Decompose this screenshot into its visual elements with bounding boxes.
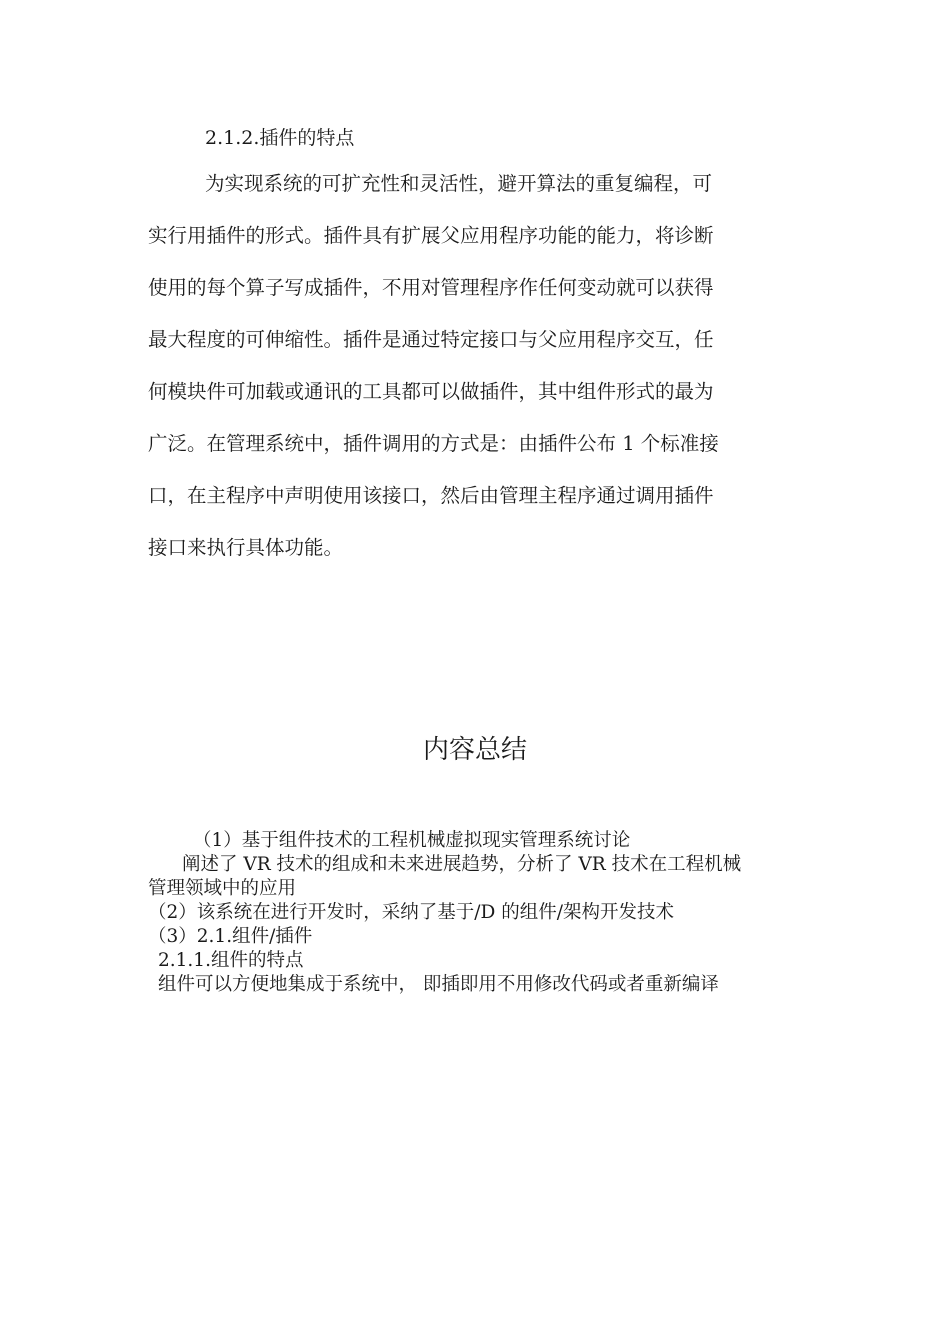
summary-line: （3）2.1.组件/插件 bbox=[148, 926, 313, 947]
paragraph-line: 广泛。在管理系统中，插件调用的方式是：由插件公布 1 个标准接 bbox=[148, 432, 719, 455]
summary-line: （2）该系统在进行开发时，采纳了基于/D 的组件/架构开发技术 bbox=[148, 902, 674, 923]
summary-title: 内容总结 bbox=[422, 735, 527, 765]
summary-line: 阐述了 VR 技术的组成和未来进展趋势，分析了 VR 技术在工程机械 bbox=[182, 854, 742, 875]
summary-line: 2.1.1.组件的特点 bbox=[158, 950, 304, 971]
paragraph-line: 使用的每个算子写成插件，不用对管理程序作任何变动就可以获得 bbox=[148, 276, 714, 299]
paragraph-line: 口，在主程序中声明使用该接口，然后由管理主程序通过调用插件 bbox=[148, 484, 714, 507]
paragraph-line: 实行用插件的形式。插件具有扩展父应用程序功能的能力，将诊断 bbox=[148, 224, 714, 247]
summary-line: （1）基于组件技术的工程机械虚拟现实管理系统讨论 bbox=[193, 830, 631, 851]
paragraph-line: 最大程度的可伸缩性。插件是通过特定接口与父应用程序交互，任 bbox=[148, 328, 714, 351]
summary-line: 管理领域中的应用 bbox=[148, 878, 297, 899]
paragraph-line: 何模块件可加载或通讯的工具都可以做插件，其中组件形式的最为 bbox=[148, 380, 714, 403]
summary-line: 组件可以方便地集成于系统中， 即插即用不用修改代码或者重新编译 bbox=[158, 974, 719, 995]
section-heading: 2.1.2.插件的特点 bbox=[205, 127, 355, 149]
paragraph-line: 为实现系统的可扩充性和灵活性，避开算法的重复编程，可 bbox=[205, 172, 713, 195]
body-paragraph bbox=[148, 158, 808, 574]
paragraph-line: 接口来执行具体功能。 bbox=[148, 536, 344, 559]
summary-list bbox=[148, 829, 828, 997]
